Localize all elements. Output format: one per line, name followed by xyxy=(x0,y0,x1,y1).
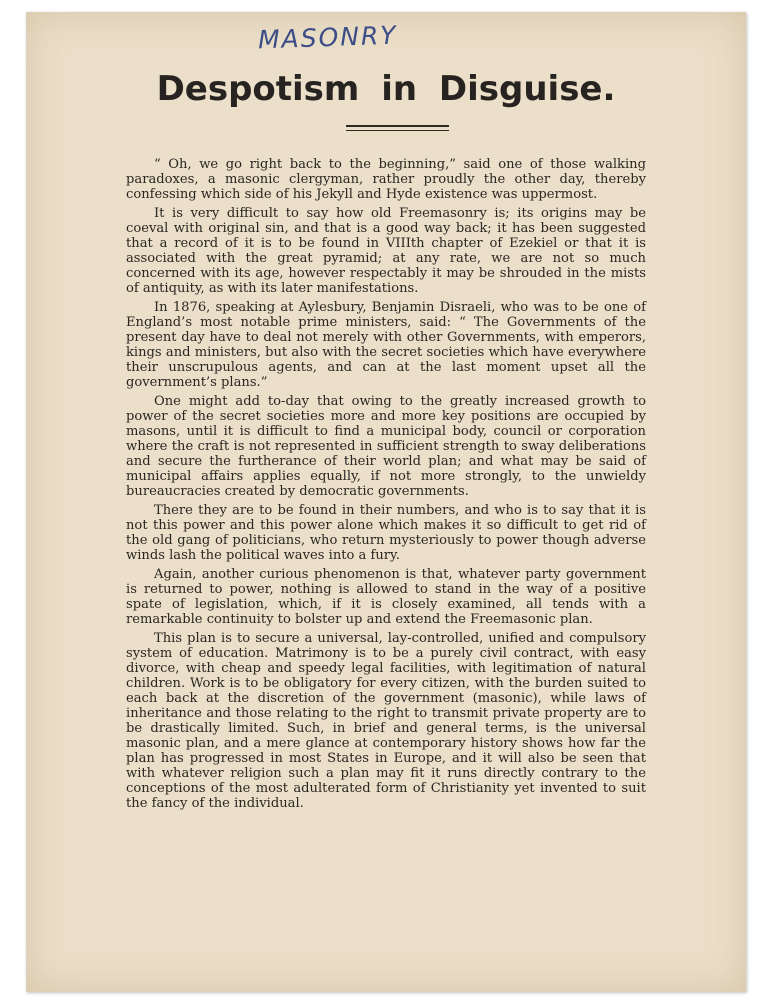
handwritten-annotation: MASONRY xyxy=(257,20,399,55)
paragraph: In 1876, speaking at Aylesbury, Benjamin Disraeli, who was to be one of England’s most notable prime ministers, said: “ The Governments of the present day have to deal not merely with other Governments, with emperors, kings and ministers, but also with the secret societies which have everywhere their unscrupulous agents, and can at the last moment upset all the government’s plans.” xyxy=(126,300,646,390)
paragraph: “ Oh, we go right back to the beginning,” said one of those walking paradoxes, a masonic clergyman, rather proudly the other day, thereby confessing which side of his Jekyll and Hyde existence was uppermost. xyxy=(126,157,646,202)
paragraph: It is very difficult to say how old Freemasonry is; its origins may be coeval with original sin, and that is a good way back; it has been suggested that a record of it is to be found in VIIIth chapter of Ezekiel or that it is associated with the great pyramid; at any rate, we are not so much concerned with its age, however respectably it may be shrouded in the mists of antiquity, as with its later manifestations. xyxy=(126,206,646,296)
paragraph: This plan is to secure a universal, lay-controlled, unified and compulsory system of education. Matrimony is to be a purely civil contract, with easy divorce, with cheap and speedy legal facilities, with legitimation of natural children. Work is to be obligatory for every citizen, with the burden suited to each back at the discretion of the government (masonic), while laws of inheritance and those relating to the right to transmit private property are to be drastically limited. Such, in brief and general terms, is the universal masonic plan, and a mere glance at contemporary history shows how far the plan has progressed in most States in Europe, and it will also be seen that with whatever religion such a plan may fit it runs directly contrary to the conceptions of the most adulterated form of Christianity yet invented to suit the fancy of the individual. xyxy=(126,631,646,811)
document-page xyxy=(26,12,746,992)
article-body xyxy=(126,157,646,815)
page-title: Despotism in Disguise. xyxy=(156,69,616,109)
paragraph: One might add to-day that owing to the greatly increased growth to power of the secret societies more and more key positions are occupied by masons, until it is difficult to find a municipal body, council or corporation where the craft is not represented in sufficient strength to sway deliberations and secure the furtherance of their world plan; and what may be said of municipal affairs applies equally, if not more strongly, to the unwieldy bureaucracies created by democratic governments. xyxy=(126,394,646,499)
paragraph: Again, another curious phenomenon is that, whatever party government is returned to power, nothing is allowed to stand in the way of a positive spate of legislation, which, if it is closely examined, all tends with a remarkable continuity to bolster up and extend the Freemasonic plan. xyxy=(126,567,646,627)
title-divider xyxy=(346,125,449,131)
paragraph: There they are to be found in their numbers, and who is to say that it is not this power and this power alone which makes it so difficult to get rid of the old gang of politicians, who return mysteriously to power though adverse winds lash the political waves into a fury. xyxy=(126,503,646,563)
